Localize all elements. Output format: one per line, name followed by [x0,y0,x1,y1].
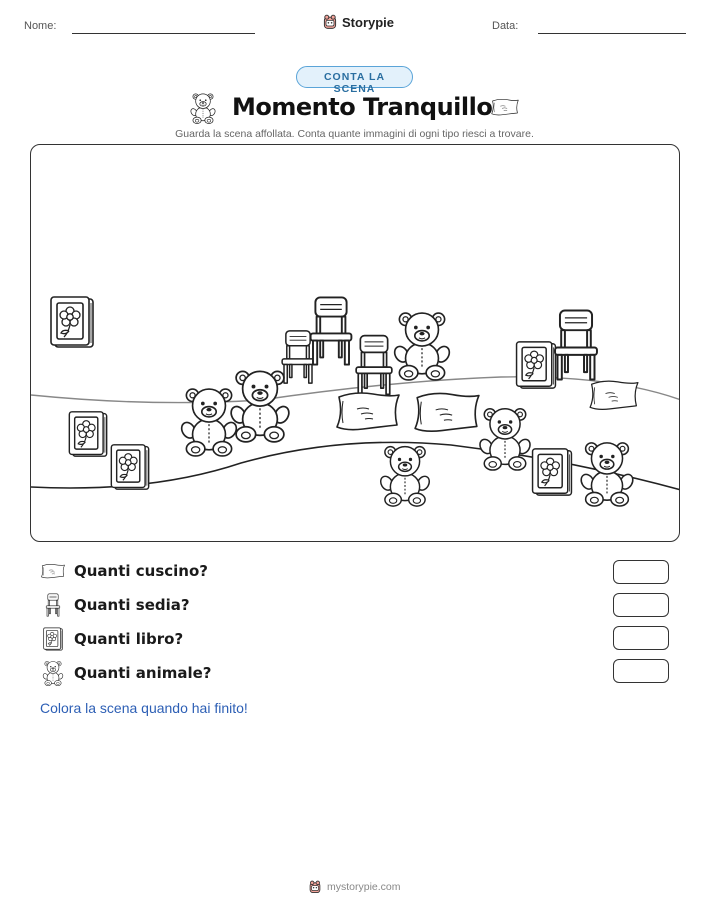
date-label: Data: [492,20,519,32]
answer-box-book[interactable] [613,626,669,650]
storypie-logo-icon [322,14,338,30]
footer-url[interactable]: mystorypie.com [327,881,401,893]
book-1 [51,297,93,347]
scene-illustration [31,145,680,542]
name-label: Nome: [24,20,57,32]
book-4 [517,342,556,388]
book-2 [69,412,106,456]
bear-5 [378,447,431,506]
question-row-chair [40,593,190,617]
coloring-note: Colora la scena quando hai finito! [40,700,248,716]
question-row-animal [40,660,211,686]
question-label: Quanti animale? [74,664,212,682]
answer-box-chair[interactable] [613,593,669,617]
question-row-pillow [40,560,208,582]
date-line[interactable] [538,33,686,34]
teddy-bear-icon [188,92,218,124]
book-icon [40,627,66,651]
chair-icon [40,593,66,617]
chair-4 [555,310,597,379]
scene-box [30,144,680,542]
teddy-bear-icon [40,660,66,686]
book-5 [533,449,572,495]
question-label: Quanti libro? [74,630,184,648]
name-line[interactable] [72,33,255,34]
bear-1 [179,389,239,456]
pillow-3 [590,381,638,409]
pillow-2 [415,393,479,431]
brand-logo [322,14,394,30]
brand-name: Storypie [342,14,395,30]
instructions: Guarda la scena affollata. Conta quante immagini di ogni tipo riesci a trovare. [175,128,534,140]
storypie-logo-icon [308,880,322,894]
section-badge: CONTA LA SCENA [296,66,413,88]
question-label: Quanti sedia? [74,596,190,614]
pillow-1 [337,393,399,430]
question-label: Quanti cuscino? [74,562,208,580]
pillow-icon [40,560,66,582]
book-3 [111,445,148,489]
chair-2 [311,297,352,364]
page-title: Momento Tranquillo [232,93,493,121]
footer [308,880,401,894]
chair-1 [282,331,314,383]
bear-2 [228,371,291,442]
answer-box-pillow[interactable] [613,560,669,584]
bear-6 [579,443,636,506]
pillow-icon [490,97,520,117]
bear-4 [477,409,532,470]
bear-3 [392,313,452,380]
question-row-book [40,627,183,651]
answer-box-animal[interactable] [613,659,669,683]
